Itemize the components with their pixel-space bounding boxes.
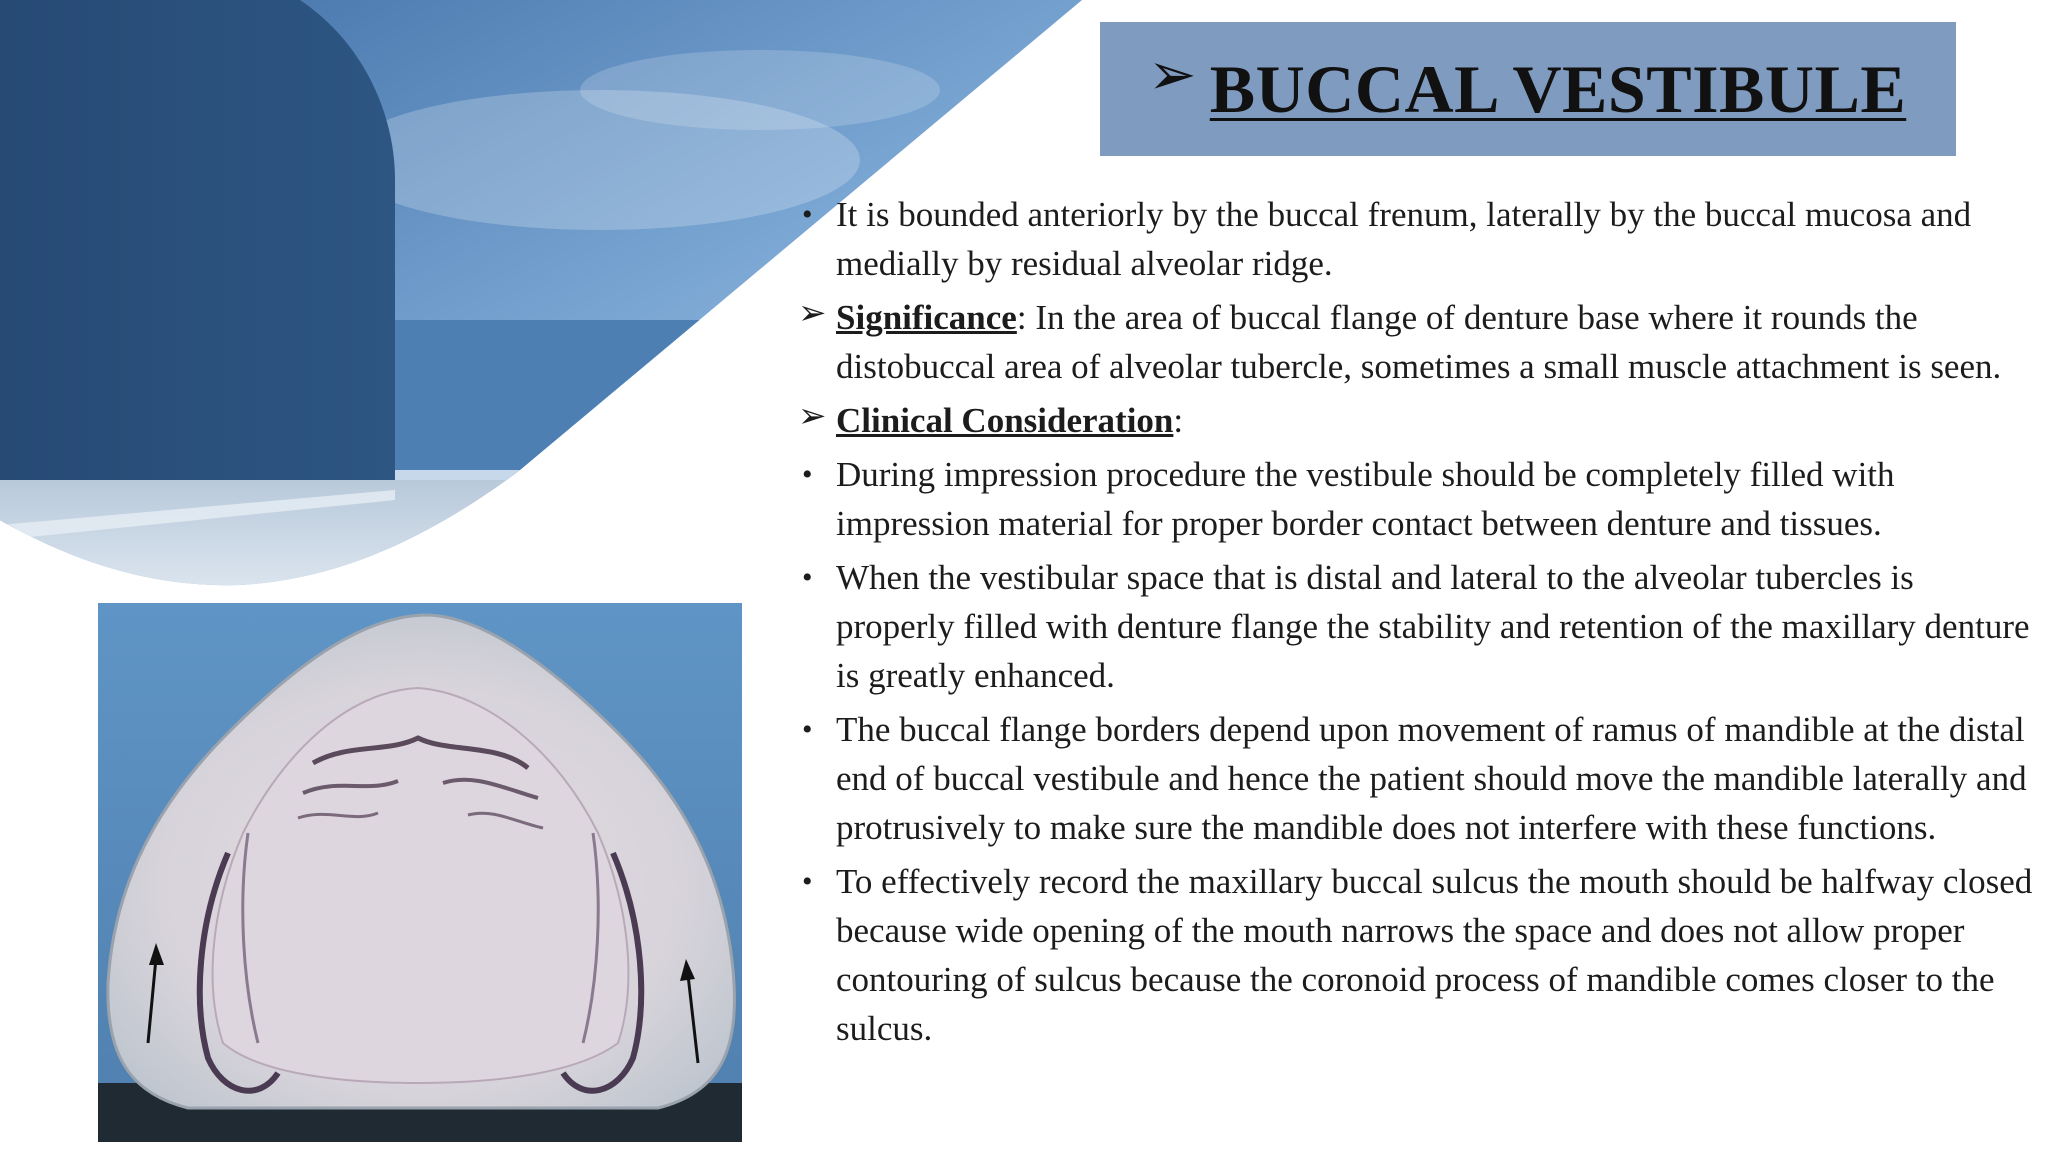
item-text: In the area of buccal flange of denture base where it rounds the distobuccal area of alveolar tubercle, sometimes a small muscle attachment is seen. (836, 298, 2002, 386)
list-item (800, 190, 2040, 288)
bullet-icon: • (802, 561, 813, 594)
item-suffix: : (1173, 401, 1184, 440)
arrow-bullet-icon: ➢ (798, 398, 827, 435)
bullet-list (800, 190, 2040, 1058)
item-suffix: : (1016, 298, 1027, 337)
arrow-bullet-icon: ➢ (798, 295, 827, 332)
list-item (800, 293, 2040, 391)
arrow-bullet-icon: ➢ (1148, 42, 1197, 107)
item-text: When the vestibular space that is distal and lateral to the alveolar tubercles is properly filled with denture flange the stability and retention of the maxillary denture is greatly enhanced. (836, 558, 2030, 695)
item-text: It is bounded anteriorly by the buccal frenum, laterally by the buccal mucosa and medially by residual alveolar ridge. (836, 195, 1972, 283)
list-item (800, 396, 2040, 445)
item-text: During impression procedure the vestibule should be completely filled with impression material for proper border contact between denture and tissues. (836, 455, 1895, 543)
bullet-icon: • (802, 865, 813, 898)
title-banner (1100, 22, 1956, 156)
item-heading: Significance (836, 298, 1017, 337)
bullet-icon: • (802, 713, 813, 746)
bullet-icon: • (802, 198, 813, 231)
item-text: The buccal flange borders depend upon movement of ramus of mandible at the distal end of buccal vestibule and hence the patient should move the mandible laterally and protrusively to make sure the mandible does not interfere with these functions. (836, 710, 2027, 847)
impression-photo (98, 603, 742, 1142)
bullet-icon: • (802, 458, 813, 491)
item-heading: Clinical Consideration (836, 401, 1174, 440)
slide-title: BUCCAL VESTIBULE (1209, 50, 1907, 127)
list-item (800, 553, 2040, 700)
item-text: To effectively record the maxillary buccal sulcus the mouth should be halfway closed because wide opening of the mouth narrows the space and does not allow proper contouring of sulcus because the coronoid process of mandible comes closer to the sulcus. (836, 862, 2033, 1048)
list-item (800, 857, 2040, 1053)
list-item (800, 450, 2040, 548)
list-item (800, 705, 2040, 852)
